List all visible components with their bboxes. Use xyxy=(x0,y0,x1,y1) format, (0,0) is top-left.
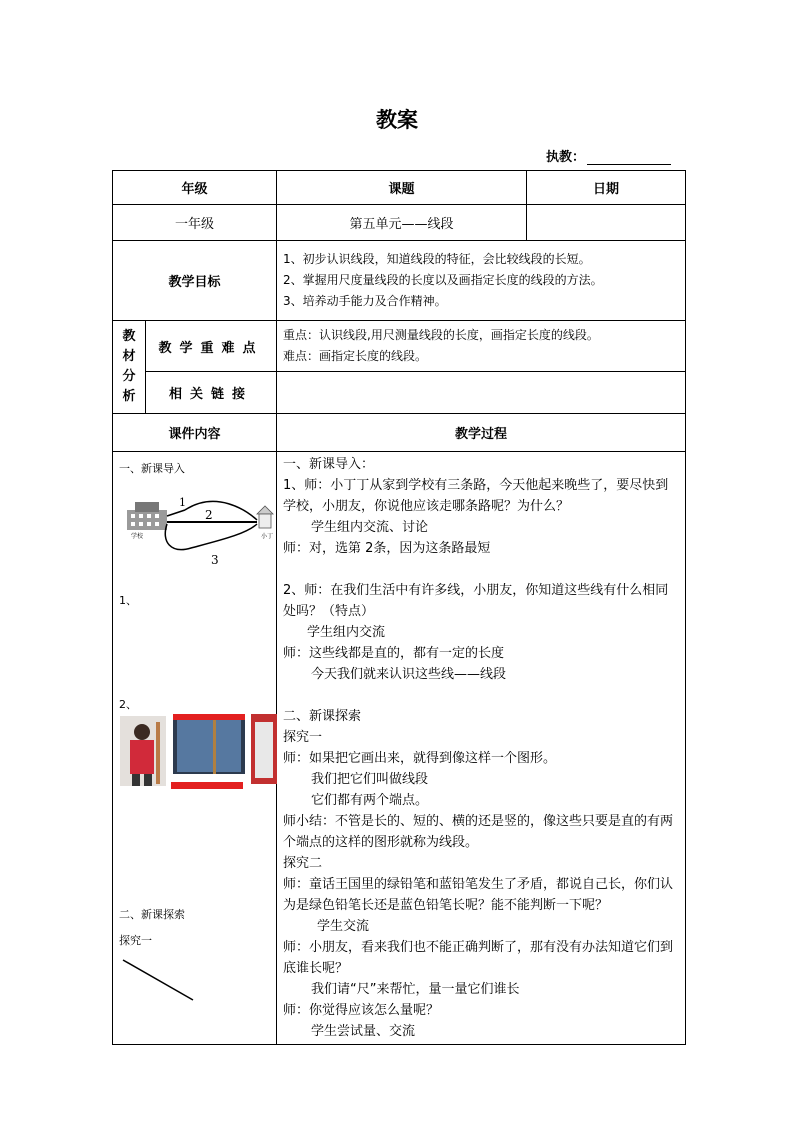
route-diagram xyxy=(121,492,277,572)
person-label: 小丁 xyxy=(261,533,274,540)
process-line: 学生组内交流 xyxy=(307,625,386,640)
line-segment-figure xyxy=(121,956,197,1004)
explore-1-label: 探究一 xyxy=(119,934,152,947)
school-label: 学校 xyxy=(131,533,144,540)
intro-label: 一、新课导入 xyxy=(119,462,185,475)
route-label-1: 1 xyxy=(179,496,186,509)
process-line: 1、师：小丁丁从家到学校有三条路，今天他起来晚些了，要尽快到学校，小朋友，你说他应该走哪条路呢？为什么？ xyxy=(283,478,669,514)
red-line-segment xyxy=(171,782,243,789)
route-3 xyxy=(165,524,257,550)
process-line: 2、师：在我们生活中有许多线，小朋友，你知道这些线有什么相同处吗？（特点） xyxy=(283,583,669,619)
process-line: 师：对，选第 2条，因为这条路最短 xyxy=(283,541,491,556)
school-building xyxy=(127,510,167,530)
process-header: 教学过程 xyxy=(277,414,686,452)
route-label-3: 3 xyxy=(211,553,219,567)
teacher-blank xyxy=(587,150,671,165)
process-blank xyxy=(283,685,679,706)
process-line: 探究一 xyxy=(283,730,323,745)
process-line: 师：如果把它画出来，就得到像这样一个图形。 xyxy=(283,751,557,766)
process-line: 探究二 xyxy=(283,856,323,871)
process-line: 我们把它们叫做线段 xyxy=(311,772,429,787)
teacher-label: 执教： xyxy=(546,150,586,165)
process-blank xyxy=(283,559,679,580)
analysis-label-char: 材 xyxy=(122,349,136,364)
header-grade: 年级 xyxy=(113,171,277,205)
analysis-label xyxy=(113,321,146,414)
process-line: 学生组内交流、讨论 xyxy=(311,520,429,535)
topic-value: 第五单元——线段 xyxy=(277,205,527,241)
related-links-label: 相关链接 xyxy=(146,372,277,414)
house xyxy=(259,514,271,528)
process-line: 学生尝试量、交流 xyxy=(311,1024,416,1039)
route-label-2: 2 xyxy=(205,508,213,522)
analysis-label-char: 析 xyxy=(122,389,136,404)
process-line: 一、新课导入： xyxy=(283,457,375,472)
photo-cabinet xyxy=(251,714,277,784)
route-1 xyxy=(185,501,257,520)
page-title: 教案 xyxy=(376,108,418,132)
photo-door xyxy=(173,714,245,774)
process-line: 师：小朋友，看来我们也不能正确判断了，那有没有办法知道它们到底谁长呢？ xyxy=(283,940,674,976)
process-line: 师：童话王国里的绿铅笔和蓝铅笔发生了矛盾，都说自己长，你们认为是绿色铅笔长还是蓝色铅笔长呢？能不能判断一下呢？ xyxy=(283,877,674,913)
analysis-label-char: 教 xyxy=(122,329,136,344)
process-line: 学生交流 xyxy=(317,919,370,934)
process-content xyxy=(277,452,686,1045)
process-line: 师：你觉得应该怎么量呢？ xyxy=(283,1003,440,1018)
key-points-content xyxy=(277,321,686,372)
header-topic: 课题 xyxy=(277,171,527,205)
grade-value: 一年级 xyxy=(113,205,277,241)
item-2-label: 2、 xyxy=(119,698,137,711)
explore-label: 二、新课探索 xyxy=(119,908,185,921)
header-date: 日期 xyxy=(527,171,686,205)
key-points-label: 教学重难点 xyxy=(146,321,277,372)
goals-label: 教学目标 xyxy=(113,241,277,321)
item-1-label: 1、 xyxy=(119,594,137,607)
courseware-header: 课件内容 xyxy=(113,414,277,452)
goals-content xyxy=(277,241,686,321)
process-line: 二、新课探索 xyxy=(283,709,362,724)
courseware-content xyxy=(113,452,277,1045)
lesson-plan-table xyxy=(112,170,686,1045)
date-value xyxy=(527,205,686,241)
analysis-label-text xyxy=(113,327,145,407)
process-line: 我们请“尺”来帮忙，量一量它们谁长 xyxy=(311,982,520,997)
process-line: 它们都有两个端点。 xyxy=(311,793,429,808)
goal-item: 2、掌握用尺度量线段的长度以及画指定长度的线段的方法。 xyxy=(283,273,603,287)
school-building-top xyxy=(135,502,159,512)
difficulty-point: 难点：画指定长度的线段。 xyxy=(283,349,428,363)
house-roof xyxy=(257,506,273,514)
related-links-content xyxy=(277,372,686,414)
analysis-label-char: 分 xyxy=(122,369,136,384)
key-point: 重点：认识线段,用尺测量线段的长度，画指定长度的线段。 xyxy=(283,328,599,342)
process-line: 师小结：不管是长的、短的、横的还是竖的，像这些只要是直的有两个端点的这样的图形就称为线段。 xyxy=(283,814,674,850)
goal-item: 1、初步认识线段，知道线段的特征，会比较线段的长短。 xyxy=(283,252,591,266)
teacher-field xyxy=(546,146,671,165)
photo-child xyxy=(120,716,166,786)
process-line: 今天我们就来认识这些线——线段 xyxy=(311,667,507,682)
goal-item: 3、培养动手能力及合作精神。 xyxy=(283,294,447,308)
process-line: 师：这些线都是直的，都有一定的长度 xyxy=(283,646,505,661)
